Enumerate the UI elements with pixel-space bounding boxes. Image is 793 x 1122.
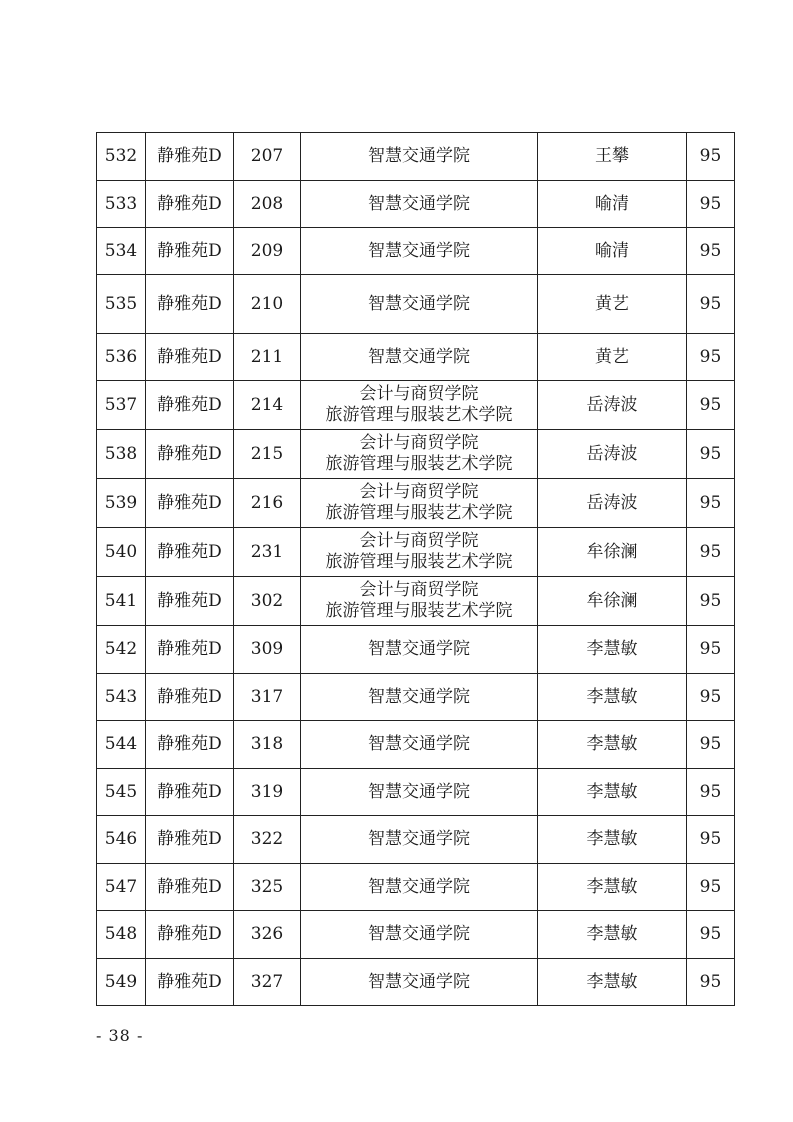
row-number-cell: 533	[97, 181, 146, 228]
table-row	[97, 275, 735, 334]
room-cell: 327	[234, 959, 301, 1006]
row-number-cell: 540	[97, 528, 146, 577]
row-number-cell: 546	[97, 816, 146, 864]
score-cell: 95	[687, 769, 735, 816]
inspector-name-cell: 岳涛波	[538, 430, 687, 479]
table-row	[97, 133, 735, 181]
table-row	[97, 181, 735, 228]
college-cell	[301, 430, 538, 479]
table-row	[97, 479, 735, 528]
building-cell: 静雅苑D	[146, 275, 234, 334]
college-line: 旅游管理与服装艺术学院	[325, 503, 513, 523]
college-line: 智慧交通学院	[368, 829, 470, 849]
college-cell	[301, 864, 538, 911]
room-cell: 215	[234, 430, 301, 479]
inspector-name-cell: 李慧敏	[538, 959, 687, 1006]
college-line: 智慧交通学院	[368, 240, 470, 261]
row-number-cell: 536	[97, 334, 146, 381]
college-cell	[301, 674, 538, 721]
row-number-cell: 542	[97, 626, 146, 674]
college-cell	[301, 479, 538, 528]
room-cell: 322	[234, 816, 301, 864]
inspector-name-cell: 李慧敏	[538, 816, 687, 864]
building-cell: 静雅苑D	[146, 577, 234, 626]
table-row	[97, 577, 735, 626]
row-number-cell: 537	[97, 381, 146, 430]
building-cell: 静雅苑D	[146, 479, 234, 528]
row-number-cell: 539	[97, 479, 146, 528]
score-cell: 95	[687, 430, 735, 479]
inspector-name-cell: 李慧敏	[538, 864, 687, 911]
building-cell: 静雅苑D	[146, 528, 234, 577]
table-row	[97, 381, 735, 430]
college-cell	[301, 721, 538, 769]
building-cell: 静雅苑D	[146, 228, 234, 275]
building-cell: 静雅苑D	[146, 626, 234, 674]
table-row	[97, 816, 735, 864]
inspector-name-cell: 牟徐澜	[538, 528, 687, 577]
room-cell: 326	[234, 911, 301, 959]
row-number-cell: 543	[97, 674, 146, 721]
row-number-cell: 545	[97, 769, 146, 816]
score-cell: 95	[687, 181, 735, 228]
college-line: 会计与商贸学院	[359, 531, 479, 551]
college-line: 智慧交通学院	[368, 193, 470, 214]
room-cell: 318	[234, 721, 301, 769]
row-number-cell: 549	[97, 959, 146, 1006]
inspector-name-cell: 黄艺	[538, 334, 687, 381]
table-row	[97, 911, 735, 959]
room-cell: 325	[234, 864, 301, 911]
row-number-cell: 538	[97, 430, 146, 479]
inspector-name-cell: 王攀	[538, 133, 687, 181]
score-cell: 95	[687, 228, 735, 275]
room-cell: 214	[234, 381, 301, 430]
score-cell: 95	[687, 816, 735, 864]
inspector-name-cell: 岳涛波	[538, 479, 687, 528]
building-cell: 静雅苑D	[146, 430, 234, 479]
building-cell: 静雅苑D	[146, 769, 234, 816]
college-line: 会计与商贸学院	[359, 580, 479, 600]
college-line: 会计与商贸学院	[359, 482, 479, 502]
row-number-cell: 548	[97, 911, 146, 959]
college-line: 旅游管理与服装艺术学院	[325, 601, 513, 621]
score-cell: 95	[687, 381, 735, 430]
room-cell: 216	[234, 479, 301, 528]
college-cell	[301, 577, 538, 626]
building-cell: 静雅苑D	[146, 864, 234, 911]
room-cell: 207	[234, 133, 301, 181]
row-number-cell: 535	[97, 275, 146, 334]
score-cell: 95	[687, 275, 735, 334]
college-cell	[301, 816, 538, 864]
score-cell: 95	[687, 674, 735, 721]
college-line: 智慧交通学院	[368, 293, 470, 314]
table-row	[97, 959, 735, 1006]
page-number: - 38 -	[96, 1026, 144, 1045]
college-line: 智慧交通学院	[368, 686, 470, 707]
score-cell: 95	[687, 911, 735, 959]
college-cell	[301, 334, 538, 381]
score-cell: 95	[687, 528, 735, 577]
inspector-name-cell: 黄艺	[538, 275, 687, 334]
college-cell	[301, 181, 538, 228]
table-row	[97, 334, 735, 381]
building-cell: 静雅苑D	[146, 674, 234, 721]
inspector-name-cell: 喻清	[538, 228, 687, 275]
college-line: 旅游管理与服装艺术学院	[325, 552, 513, 572]
college-line: 旅游管理与服装艺术学院	[325, 454, 513, 474]
table-row	[97, 721, 735, 769]
inspector-name-cell: 牟徐澜	[538, 577, 687, 626]
college-line: 智慧交通学院	[368, 146, 470, 166]
building-cell: 静雅苑D	[146, 181, 234, 228]
table-row	[97, 674, 735, 721]
table-body	[97, 133, 735, 1006]
score-cell: 95	[687, 864, 735, 911]
room-cell: 309	[234, 626, 301, 674]
college-line: 旅游管理与服装艺术学院	[325, 405, 513, 425]
college-line: 智慧交通学院	[368, 924, 470, 944]
score-cell: 95	[687, 133, 735, 181]
college-line: 智慧交通学院	[368, 971, 470, 992]
inspector-name-cell: 岳涛波	[538, 381, 687, 430]
building-cell: 静雅苑D	[146, 959, 234, 1006]
score-cell: 95	[687, 334, 735, 381]
score-cell: 95	[687, 626, 735, 674]
inspector-name-cell: 李慧敏	[538, 721, 687, 769]
score-cell: 95	[687, 577, 735, 626]
building-cell: 静雅苑D	[146, 816, 234, 864]
table-row	[97, 864, 735, 911]
inspector-name-cell: 喻清	[538, 181, 687, 228]
college-line: 智慧交通学院	[368, 781, 470, 802]
college-cell	[301, 381, 538, 430]
room-cell: 208	[234, 181, 301, 228]
room-cell: 211	[234, 334, 301, 381]
table-row	[97, 430, 735, 479]
room-cell: 231	[234, 528, 301, 577]
row-number-cell: 534	[97, 228, 146, 275]
building-cell: 静雅苑D	[146, 334, 234, 381]
college-cell	[301, 626, 538, 674]
college-line: 智慧交通学院	[368, 346, 470, 367]
building-cell: 静雅苑D	[146, 133, 234, 181]
college-cell	[301, 769, 538, 816]
table-row	[97, 528, 735, 577]
building-cell: 静雅苑D	[146, 381, 234, 430]
college-line: 会计与商贸学院	[359, 384, 479, 404]
inspector-name-cell: 李慧敏	[538, 769, 687, 816]
row-number-cell: 541	[97, 577, 146, 626]
inspector-name-cell: 李慧敏	[538, 674, 687, 721]
room-cell: 209	[234, 228, 301, 275]
table-row	[97, 228, 735, 275]
building-cell: 静雅苑D	[146, 721, 234, 769]
college-cell	[301, 275, 538, 334]
college-cell	[301, 959, 538, 1006]
dormitory-score-table	[96, 132, 735, 1006]
college-cell	[301, 228, 538, 275]
building-cell: 静雅苑D	[146, 911, 234, 959]
college-cell	[301, 528, 538, 577]
room-cell: 319	[234, 769, 301, 816]
row-number-cell: 544	[97, 721, 146, 769]
college-cell	[301, 133, 538, 181]
college-line: 智慧交通学院	[368, 639, 470, 659]
row-number-cell: 547	[97, 864, 146, 911]
score-cell: 95	[687, 721, 735, 769]
score-cell: 95	[687, 959, 735, 1006]
table-row	[97, 626, 735, 674]
table-row	[97, 769, 735, 816]
college-line: 智慧交通学院	[368, 876, 470, 897]
college-cell	[301, 911, 538, 959]
score-cell: 95	[687, 479, 735, 528]
inspector-name-cell: 李慧敏	[538, 626, 687, 674]
room-cell: 210	[234, 275, 301, 334]
row-number-cell: 532	[97, 133, 146, 181]
college-line: 智慧交通学院	[368, 734, 470, 754]
college-line: 会计与商贸学院	[359, 433, 479, 453]
room-cell: 317	[234, 674, 301, 721]
room-cell: 302	[234, 577, 301, 626]
inspector-name-cell: 李慧敏	[538, 911, 687, 959]
